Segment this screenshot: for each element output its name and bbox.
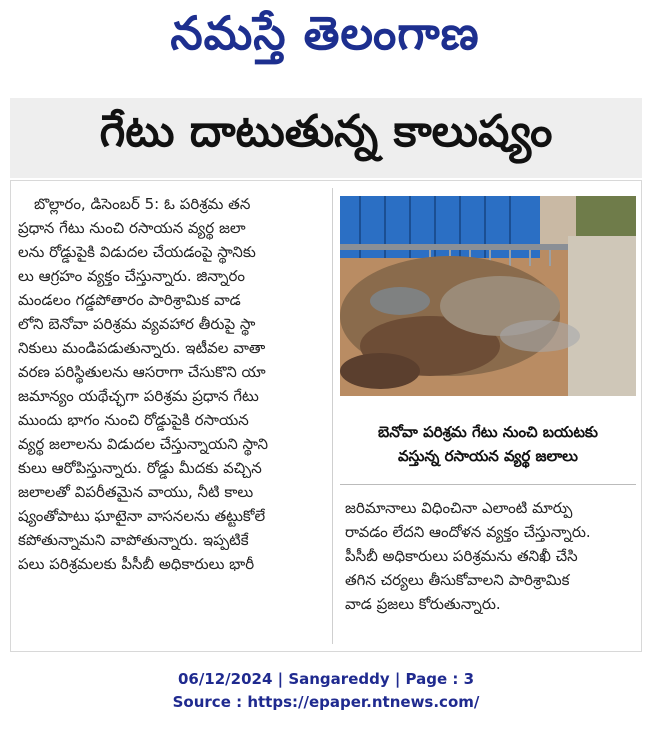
news-photo: [340, 196, 636, 396]
footer-source: [0, 691, 652, 714]
source-link[interactable]: https://epaper.ntnews.com/: [247, 693, 480, 711]
body-line: పీసీబీ అధికారులు పరిశ్రమను తనిఖీ చేసి: [345, 547, 578, 565]
body-line: నికులు మండిపడుతున్నారు. ఇటీవల వాతా: [18, 339, 266, 357]
article-headline: గేటు దాటుతున్న కాలుష్యం: [99, 106, 553, 157]
footer: [0, 668, 652, 714]
body-line: మండలం గడ్డపోతారం పారిశ్రామిక వాడ: [18, 291, 241, 309]
caption-line: వస్తున్న రసాయన వ్యర్థ జలాలు: [398, 447, 578, 465]
masthead: [0, 0, 652, 100]
body-line: వరణ పరిస్థితులను ఆసరాగా చేసుకొని యా: [18, 363, 266, 381]
body-line: జమాన్యం యథేచ్ఛగా పరిశ్రమ ప్రధాన గేటు: [18, 387, 259, 405]
headline-band: [10, 98, 642, 178]
body-line: బొల్లారం, డిసెంబర్ 5: ఓ పరిశ్రమ తన: [34, 195, 251, 213]
caption-divider: [340, 484, 636, 485]
article-body-left: [18, 192, 326, 576]
body-line: రావడం లేదని ఆందోళన వ్యక్తం చేస్తున్నారు.: [345, 523, 591, 541]
body-line: వ్యర్థ జలాలను విడుదల చేస్తున్నాయని స్థాని: [18, 435, 269, 453]
photo-caption: [340, 420, 636, 468]
body-line: ష్యంతోపాటు ఘాటైనా వాసనలను తట్టుకోలే: [18, 507, 266, 525]
footer-date-edition: 06/12/2024 | Sangareddy | Page : 3: [177, 670, 475, 688]
column-divider: [332, 188, 333, 644]
body-line: కపోతున్నామని వాపోతున్నారు. ఇప్పటికే: [18, 531, 249, 549]
body-line: వాడ ప్రజలు కోరుతున్నారు.: [345, 595, 501, 613]
body-line: జలాలతో విపరీతమైన వాయు, నీటి కాలు: [18, 483, 254, 501]
body-line: లను రోడ్డుపైకి విడుదల చేయడంపై స్థానికు: [18, 243, 256, 261]
newspaper-title: నమస్తే తెలంగాణ: [170, 6, 480, 60]
body-line: తగిన చర్యలు తీసుకోవాలని పారిశ్రామిక: [345, 571, 570, 589]
source-label: Source :: [172, 693, 248, 711]
body-line: ప్రధాన గేటు నుంచి రసాయన వ్యర్థ జలా: [18, 219, 246, 237]
body-line: లోని బెనోవా పరిశ్రమ వ్యవహార తీరుపై స్థా: [18, 315, 256, 333]
article-body-right: [345, 496, 637, 616]
caption-line: బెనోవా పరిశ్రమ గేటు నుంచి బయటకు: [378, 423, 598, 441]
body-line: ముందు భాగం నుంచి రోడ్డుపైకి రసాయన: [18, 411, 249, 429]
body-line: కులు ఆరోపిస్తున్నారు. రోడ్డు మీదకు వచ్చిన: [18, 459, 262, 477]
body-line: లు ఆగ్రహం వ్యక్తం చేస్తున్నారు. జిన్నారం: [18, 267, 245, 285]
body-line: పలు పరిశ్రమలకు పీసీబీ అధికారులు భారీ: [18, 555, 255, 573]
body-line: జరిమానాలు విధించినా ఎలాంటి మార్పు: [345, 499, 573, 517]
